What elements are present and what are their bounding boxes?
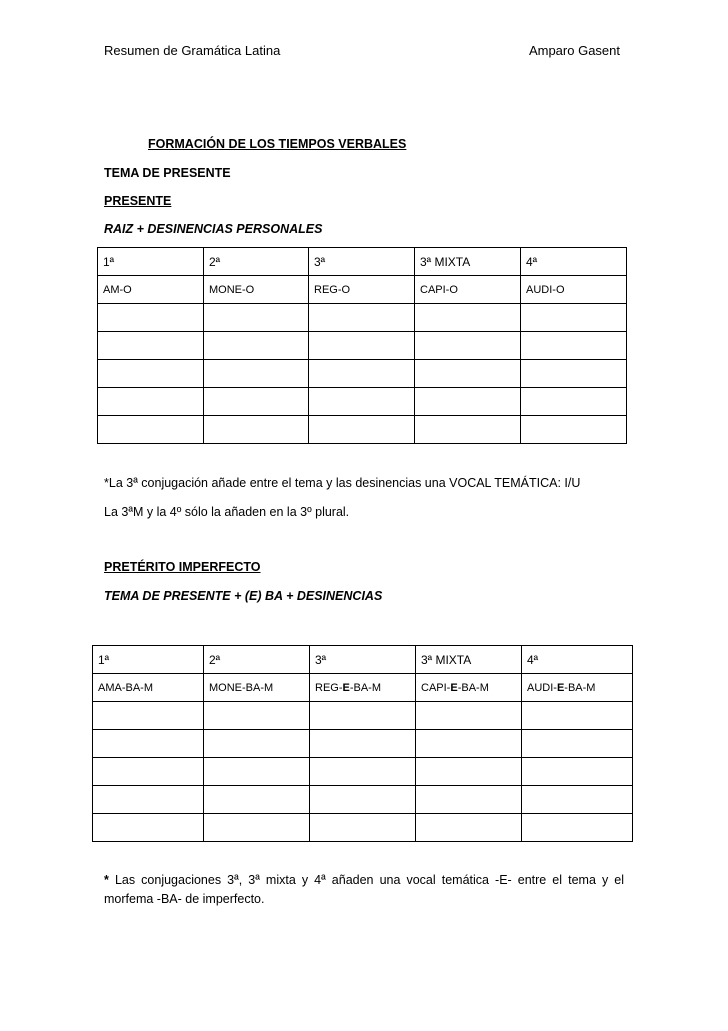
table-row-empty [93,730,633,758]
table-row-empty [93,814,633,842]
stem: REG- [315,681,343,694]
empty-cell [93,786,204,814]
table-row-empty [93,786,633,814]
table-header-cell: 1ª [93,646,204,674]
imperfecto-formula: TEMA DE PRESENTE + (E) BA + DESINENCIAS [104,589,383,603]
table-row-empty [98,332,627,360]
table-row [93,674,633,702]
empty-cell [416,786,522,814]
empty-cell [93,730,204,758]
empty-cell [522,758,633,786]
empty-cell [309,388,415,416]
empty-cell [98,416,204,444]
empty-cell [98,388,204,416]
empty-cell [204,360,309,388]
table-header-cell: 4ª [521,248,627,276]
empty-cell [416,814,522,842]
empty-cell [309,332,415,360]
empty-cell [415,416,521,444]
empty-cell [309,360,415,388]
empty-cell [204,814,310,842]
thematic-vowel: E [556,681,565,694]
table-header-cell: 1ª [98,248,204,276]
empty-cell [415,332,521,360]
empty-cell [204,388,309,416]
empty-cell [415,304,521,332]
empty-cell [522,702,633,730]
empty-cell [415,360,521,388]
table-row-empty [93,758,633,786]
table-row-empty [98,388,627,416]
empty-cell [310,730,416,758]
thematic-vowel: E [342,681,350,694]
empty-cell [93,814,204,842]
empty-cell [310,702,416,730]
table-row-empty [93,702,633,730]
empty-cell [93,758,204,786]
empty-cell [416,758,522,786]
empty-cell [204,332,309,360]
empty-cell [521,304,627,332]
empty-cell [310,814,416,842]
empty-cell [98,360,204,388]
document-header-right: Amparo Gasent [528,43,620,58]
table-cell [522,674,633,702]
empty-cell [416,702,522,730]
empty-cell [204,702,310,730]
stem: CAPI- [421,681,451,694]
table-header-cell: 3ª [310,646,416,674]
table-row [98,276,627,304]
empty-cell [204,304,309,332]
table-row-empty [98,360,627,388]
empty-cell [522,786,633,814]
presente-formula: RAIZ + DESINENCIAS PERSONALES [104,222,323,236]
page-title: FORMACIÓN DE LOS TIEMPOS VERBALES [148,137,407,151]
presente-table [97,247,627,444]
empty-cell [98,332,204,360]
empty-cell [310,786,416,814]
empty-cell [204,730,310,758]
empty-cell [309,416,415,444]
empty-cell [521,416,627,444]
imperfecto-table [92,645,633,842]
table-header-cell: 3ª MIXTA [416,646,522,674]
suffix: -BA-M [349,681,382,694]
document-header-left: Resumen de Gramática Latina [104,43,281,58]
suffix: -BA-M [564,681,596,694]
table-row-empty [98,416,627,444]
empty-cell [522,730,633,758]
thematic-vowel: E [450,681,458,694]
empty-cell [204,416,309,444]
table-header-cell: 2ª [204,646,310,674]
empty-cell [93,702,204,730]
empty-cell [522,814,633,842]
table-cell: AMA-BA-M [93,674,204,702]
empty-cell [204,758,310,786]
empty-cell [415,388,521,416]
table-header-cell: 2ª [204,248,309,276]
empty-cell [310,758,416,786]
empty-cell [416,730,522,758]
presente-heading: PRESENTE [104,194,172,208]
empty-cell [521,360,627,388]
presente-note-2: La 3ªM y la 4º sólo la añaden en la 3º plural. [104,505,350,519]
section-heading: TEMA DE PRESENTE [104,166,231,180]
empty-cell [521,388,627,416]
empty-cell [309,304,415,332]
imperfecto-note [104,871,624,909]
table-cell: REG-O [309,276,415,304]
empty-cell [98,304,204,332]
table-cell: AUDI-O [521,276,627,304]
presente-note-1: *La 3ª conjugación añade entre el tema y las desinencias una VOCAL TEMÁTICA: I/U [104,476,581,490]
table-cell [416,674,522,702]
stem: AUDI- [527,681,557,694]
imperfecto-heading: PRETÉRITO IMPERFECTO [104,560,261,574]
table-cell: MONE-O [204,276,309,304]
note-asterisk: * [104,873,109,887]
table-cell: AM-O [98,276,204,304]
suffix: -BA-M [457,681,489,694]
table-header-cell: 4ª [522,646,633,674]
empty-cell [521,332,627,360]
table-cell [310,674,416,702]
table-header-row [93,646,633,674]
note-text: Las conjugaciones 3ª, 3ª mixta y 4ª añaden una vocal temática -E- entre el tema y el morfema -BA- de imperfecto. [104,873,624,906]
table-header-cell: 3ª MIXTA [415,248,521,276]
table-header-row [98,248,627,276]
empty-cell [204,786,310,814]
table-header-cell: 3ª [309,248,415,276]
table-cell: CAPI-O [415,276,521,304]
table-row-empty [98,304,627,332]
table-cell: MONE-BA-M [204,674,310,702]
